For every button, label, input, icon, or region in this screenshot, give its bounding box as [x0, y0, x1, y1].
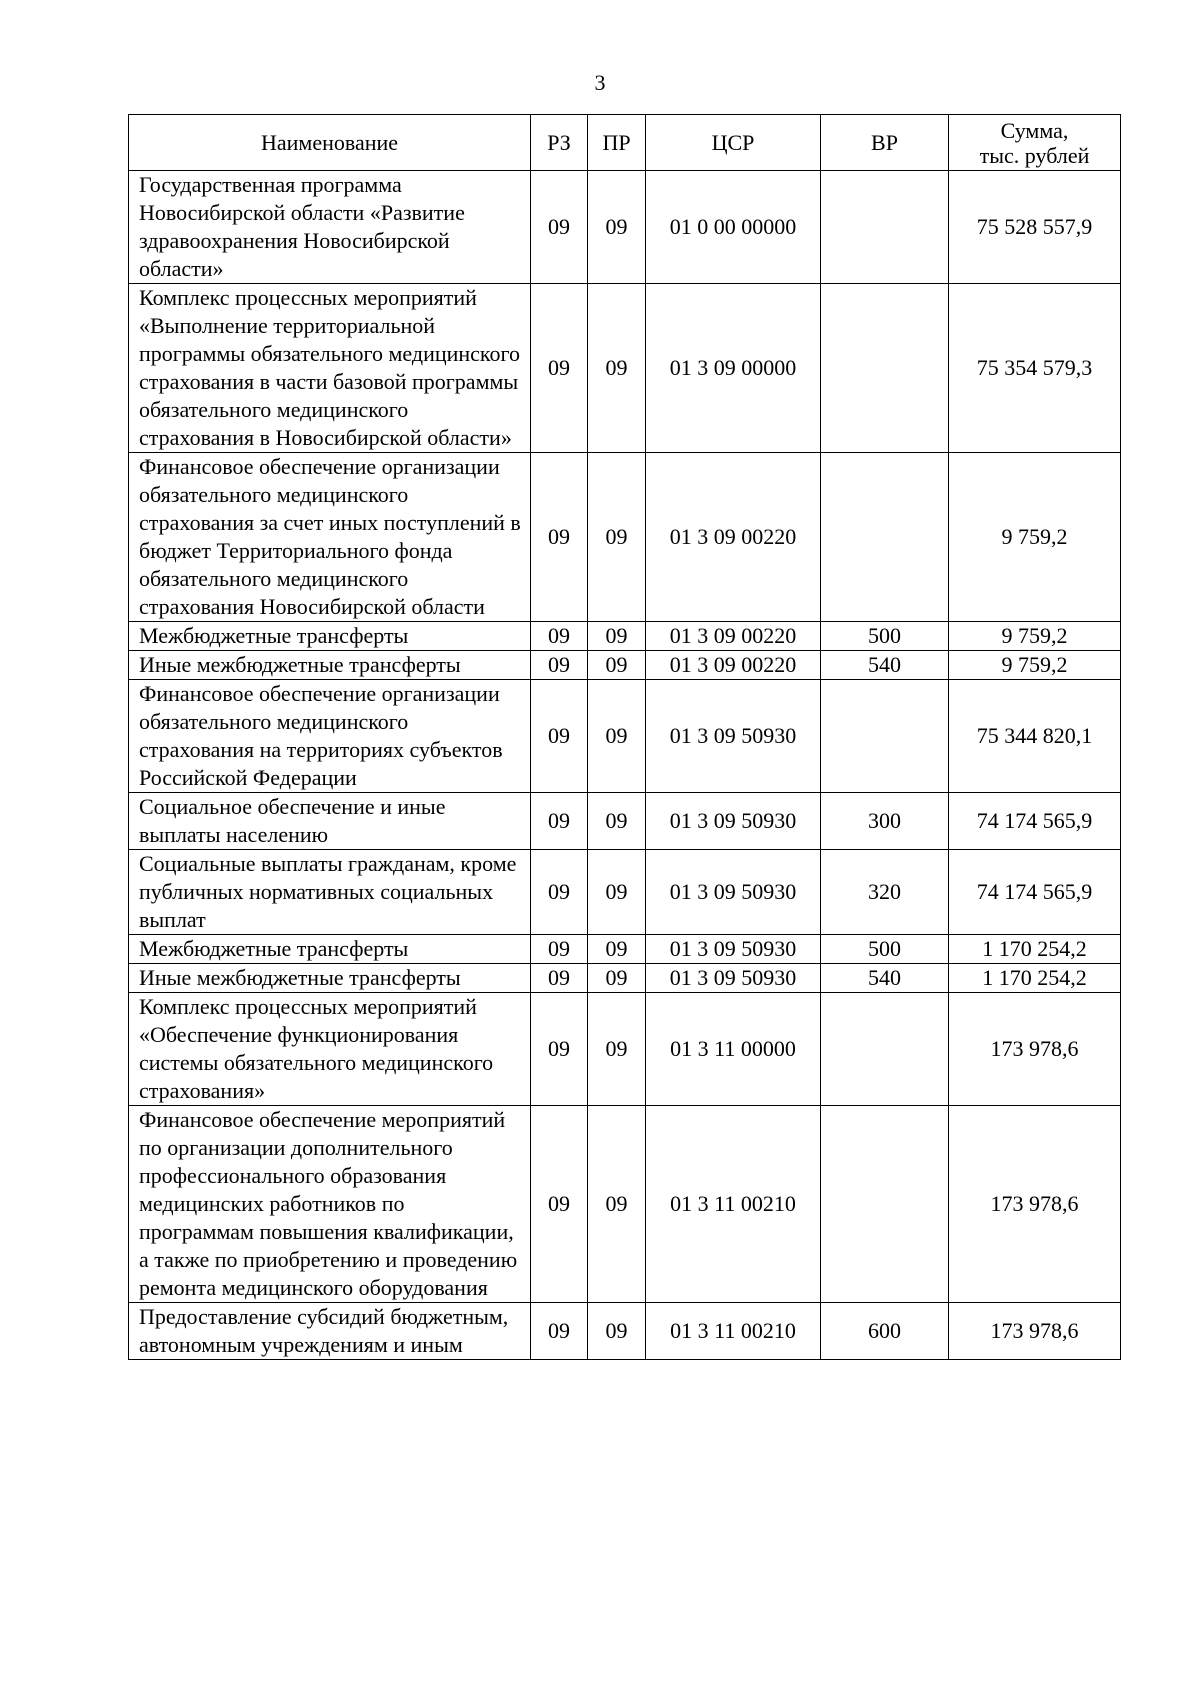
cell-pr: 09: [588, 793, 646, 850]
header-pr: ПР: [588, 115, 646, 171]
cell-name: Социальные выплаты гражданам, кроме публичных нормативных социальных выплат: [129, 850, 531, 935]
cell-rz: 09: [531, 651, 588, 680]
cell-csr: 01 3 11 00210: [646, 1106, 821, 1303]
cell-pr: 09: [588, 1106, 646, 1303]
cell-name: Комплекс процессных мероприятий «Обеспечение функционирования системы обязательного медицинского страхования»: [129, 993, 531, 1106]
cell-rz: 09: [531, 793, 588, 850]
cell-name: Межбюджетные трансферты: [129, 935, 531, 964]
cell-sum: 75 354 579,3: [949, 284, 1121, 453]
cell-rz: 09: [531, 284, 588, 453]
header-vr: ВР: [821, 115, 949, 171]
cell-csr: 01 0 00 00000: [646, 171, 821, 284]
cell-sum: 75 528 557,9: [949, 171, 1121, 284]
cell-vr: [821, 993, 949, 1106]
cell-name: Предоставление субсидий бюджетным, автономным учреждениям и иным: [129, 1303, 531, 1360]
cell-sum: 9 759,2: [949, 453, 1121, 622]
cell-name: Финансовое обеспечение мероприятий по организации дополнительного профессионального образования медицинских работников по программам повышения квалификации, а также по приобретению и проведению ремонта медицинского оборудования: [129, 1106, 531, 1303]
cell-vr: 320: [821, 850, 949, 935]
cell-pr: 09: [588, 1303, 646, 1360]
cell-csr: 01 3 09 50930: [646, 935, 821, 964]
table-row: [129, 964, 1121, 993]
cell-csr: 01 3 09 50930: [646, 850, 821, 935]
cell-name: Иные межбюджетные трансферты: [129, 651, 531, 680]
cell-pr: 09: [588, 171, 646, 284]
cell-name: Финансовое обеспечение организации обязательного медицинского страхования за счет иных поступлений в бюджет Территориального фонда обязательного медицинского страхования Новосибирской области: [129, 453, 531, 622]
cell-vr: 600: [821, 1303, 949, 1360]
cell-rz: 09: [531, 993, 588, 1106]
cell-pr: 09: [588, 935, 646, 964]
table-row: [129, 793, 1121, 850]
cell-csr: 01 3 09 50930: [646, 680, 821, 793]
cell-csr: 01 3 11 00210: [646, 1303, 821, 1360]
table-body: [129, 171, 1121, 1360]
cell-csr: 01 3 11 00000: [646, 993, 821, 1106]
header-sum: [949, 115, 1121, 171]
cell-pr: 09: [588, 964, 646, 993]
cell-sum: 75 344 820,1: [949, 680, 1121, 793]
table-row: [129, 1303, 1121, 1360]
cell-csr: 01 3 09 00220: [646, 453, 821, 622]
table-row: [129, 680, 1121, 793]
table-row: [129, 1106, 1121, 1303]
cell-sum: 173 978,6: [949, 993, 1121, 1106]
header-sum-line2: тыс. рублей: [979, 142, 1090, 168]
header-name: Наименование: [129, 115, 531, 171]
cell-rz: 09: [531, 850, 588, 935]
cell-sum: 1 170 254,2: [949, 935, 1121, 964]
table-row: [129, 993, 1121, 1106]
cell-name: Комплекс процессных мероприятий «Выполнение территориальной программы обязательного медицинского страхования в части базовой программы обязательного медицинского страхования в Новосибирской области»: [129, 284, 531, 453]
cell-sum: 74 174 565,9: [949, 850, 1121, 935]
cell-sum: 9 759,2: [949, 651, 1121, 680]
cell-sum: 173 978,6: [949, 1106, 1121, 1303]
cell-rz: 09: [531, 453, 588, 622]
table-row: [129, 651, 1121, 680]
cell-vr: 540: [821, 651, 949, 680]
cell-pr: 09: [588, 993, 646, 1106]
table-row: [129, 935, 1121, 964]
cell-pr: 09: [588, 453, 646, 622]
cell-pr: 09: [588, 284, 646, 453]
cell-vr: [821, 284, 949, 453]
cell-sum: 74 174 565,9: [949, 793, 1121, 850]
header-csr: ЦСР: [646, 115, 821, 171]
cell-csr: 01 3 09 00000: [646, 284, 821, 453]
cell-name: Межбюджетные трансферты: [129, 622, 531, 651]
cell-pr: 09: [588, 850, 646, 935]
header-rz: РЗ: [531, 115, 588, 171]
cell-rz: 09: [531, 964, 588, 993]
cell-csr: 01 3 09 50930: [646, 793, 821, 850]
cell-name: Государственная программа Новосибирской области «Развитие здравоохранения Новосибирской области»: [129, 171, 531, 284]
table-header-row: [129, 115, 1121, 171]
cell-rz: 09: [531, 680, 588, 793]
cell-sum: 173 978,6: [949, 1303, 1121, 1360]
page-number: 3: [594, 70, 606, 95]
cell-vr: 300: [821, 793, 949, 850]
table-row: [129, 850, 1121, 935]
header-sum-line1: Сумма,: [1000, 117, 1069, 143]
cell-vr: [821, 1106, 949, 1303]
cell-rz: 09: [531, 622, 588, 651]
cell-vr: 500: [821, 935, 949, 964]
cell-pr: 09: [588, 680, 646, 793]
cell-vr: [821, 171, 949, 284]
cell-csr: 01 3 09 00220: [646, 651, 821, 680]
cell-vr: [821, 680, 949, 793]
cell-name: Финансовое обеспечение организации обязательного медицинского страхования на территориях субъектов Российской Федерации: [129, 680, 531, 793]
table-row: [129, 171, 1121, 284]
cell-rz: 09: [531, 1106, 588, 1303]
cell-name: Социальное обеспечение и иные выплаты населению: [129, 793, 531, 850]
table-row: [129, 622, 1121, 651]
cell-rz: 09: [531, 1303, 588, 1360]
cell-sum: 1 170 254,2: [949, 964, 1121, 993]
cell-rz: 09: [531, 171, 588, 284]
cell-csr: 01 3 09 00220: [646, 622, 821, 651]
budget-table: [128, 114, 1121, 1360]
cell-vr: 500: [821, 622, 949, 651]
cell-pr: 09: [588, 651, 646, 680]
table-row: [129, 453, 1121, 622]
cell-pr: 09: [588, 622, 646, 651]
cell-sum: 9 759,2: [949, 622, 1121, 651]
cell-rz: 09: [531, 935, 588, 964]
table-row: [129, 284, 1121, 453]
cell-csr: 01 3 09 50930: [646, 964, 821, 993]
cell-vr: 540: [821, 964, 949, 993]
cell-vr: [821, 453, 949, 622]
cell-name: Иные межбюджетные трансферты: [129, 964, 531, 993]
